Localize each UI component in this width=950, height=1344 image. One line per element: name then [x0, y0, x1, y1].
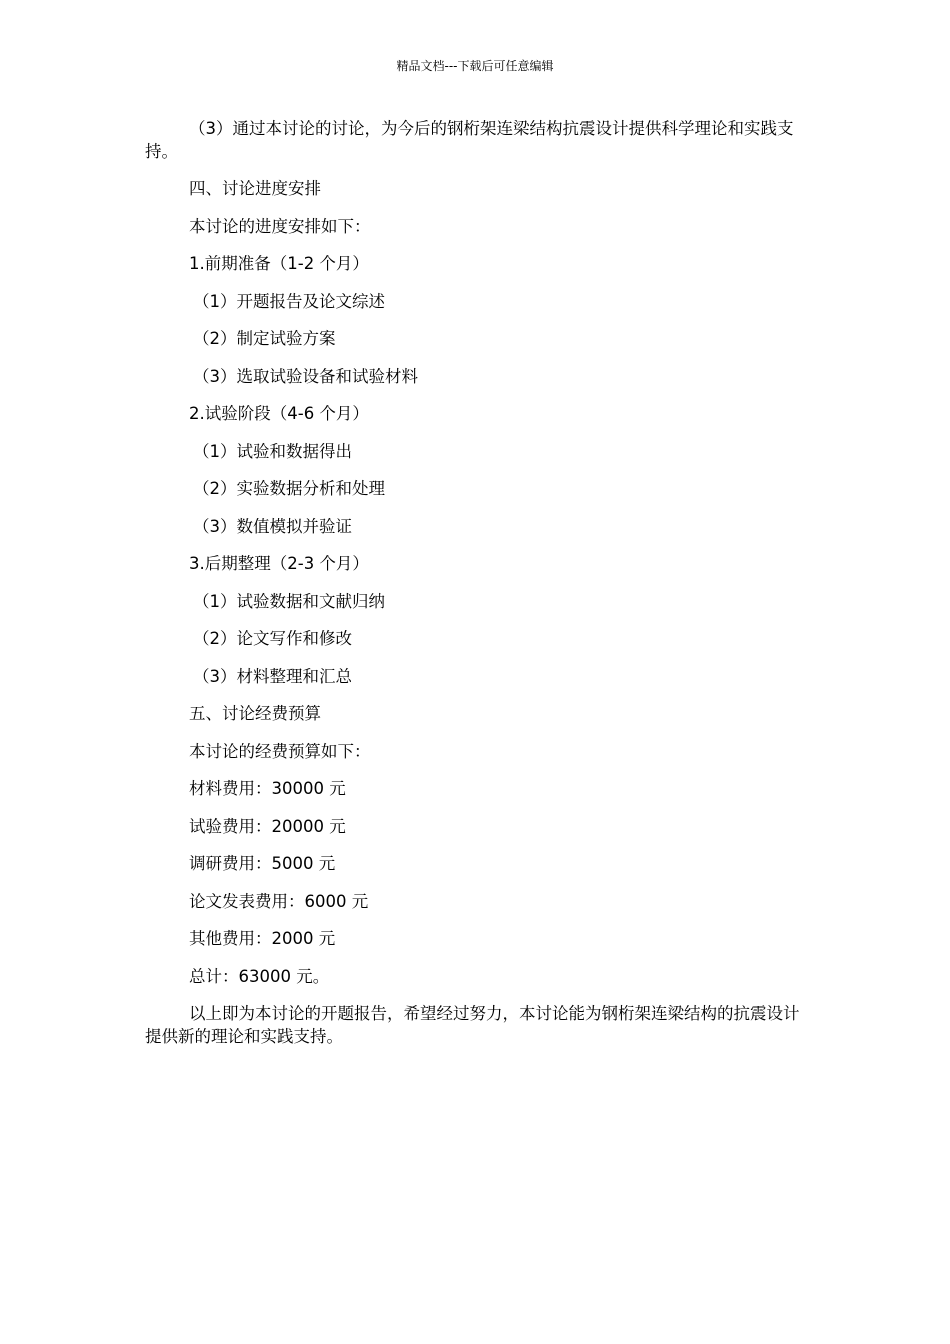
- list-item: （2）实验数据分析和处理: [193, 479, 385, 498]
- phase-title: 2.试验阶段（4-6 个月）: [189, 404, 369, 423]
- budget-item: 论文发表费用：6000 元: [189, 891, 369, 911]
- list-item: （3）选取试验设备和试验材料: [193, 366, 418, 386]
- budget-item: 试验费用：20000 元: [189, 816, 346, 836]
- budget-item: 材料费用：30000 元: [189, 779, 346, 798]
- section-heading-schedule: 四、讨论进度安排: [189, 179, 321, 198]
- list-item: （2）论文写作和修改: [193, 629, 352, 648]
- list-item: （2）制定试验方案: [193, 329, 336, 348]
- phase-title: 3.后期整理（2-3 个月）: [189, 554, 369, 573]
- document-body: [145, 117, 810, 1048]
- page-header: 精品文档---下载后可任意编辑: [396, 59, 554, 73]
- budget-item: 调研费用：5000 元: [189, 854, 336, 873]
- phase-title: 1.前期准备（1-2 个月）: [189, 254, 369, 273]
- budget-total: 总计：63000 元。: [189, 966, 330, 986]
- schedule-intro: 本讨论的进度安排如下：: [189, 216, 371, 236]
- list-item: （3）材料整理和汇总: [193, 666, 352, 686]
- list-item: （1）试验数据和文献归纳: [193, 591, 385, 611]
- list-item: （3）数值模拟并验证: [193, 516, 352, 536]
- budget-item: 其他费用：2000 元: [189, 929, 336, 948]
- section-heading-budget: 五、讨论经费预算: [189, 704, 321, 723]
- intro-paragraph: （3）通过本讨论的讨论，为今后的钢桁架连梁结构抗震设计提供科学理论和实践支持。: [145, 119, 794, 161]
- closing-paragraph: 以上即为本讨论的开题报告，希望经过努力，本讨论能为钢桁架连梁结构的抗震设计提供新的理论和实践支持。: [145, 1004, 800, 1046]
- list-item: （1）试验和数据得出: [193, 441, 352, 461]
- budget-intro: 本讨论的经费预算如下：: [189, 741, 371, 761]
- list-item: （1）开题报告及论文综述: [193, 291, 385, 311]
